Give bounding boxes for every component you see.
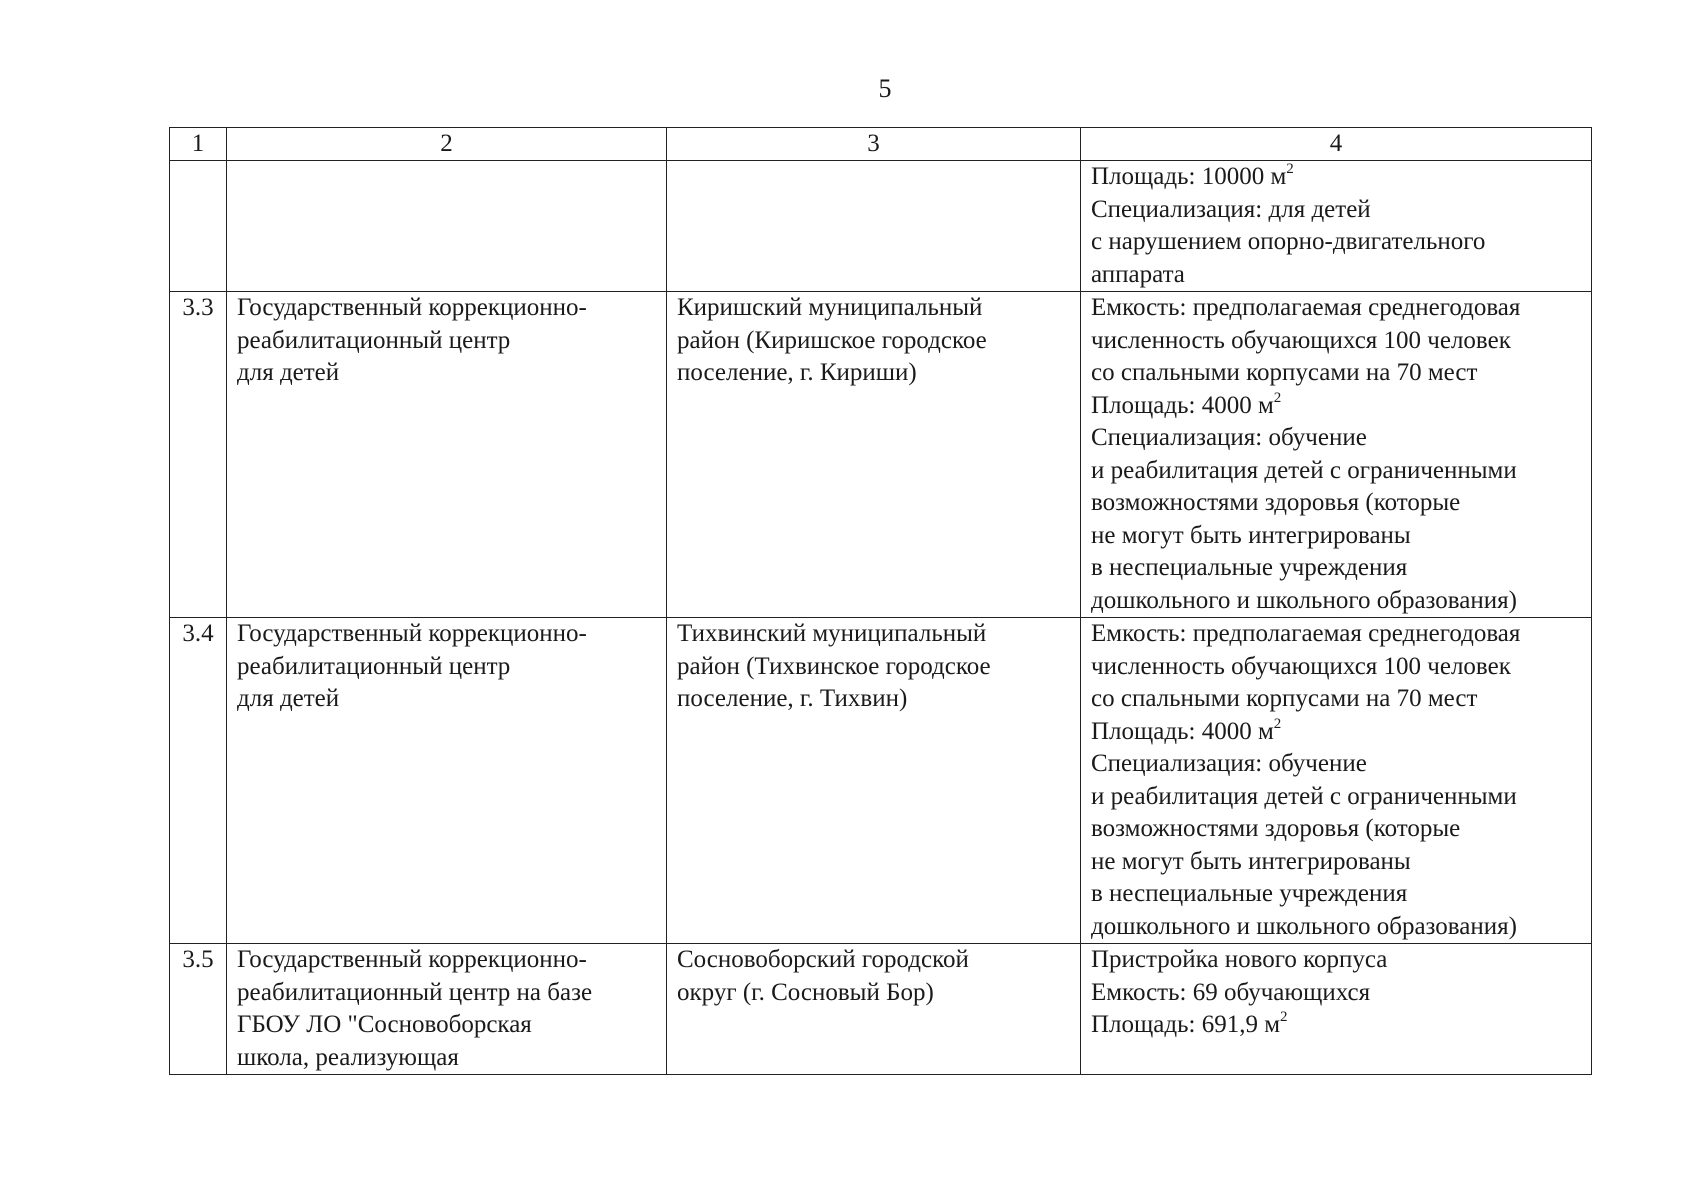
detail-text: возможностями здоровья (которые (1091, 815, 1461, 842)
cell-text-line: поселение, г. Тихвин) (677, 685, 908, 712)
detail-text: Площадь: 4000 м (1091, 717, 1274, 745)
detail-text: дошкольного и школьного образования) (1091, 912, 1517, 940)
cell-text-line (1091, 683, 1585, 716)
cell-text-line (1091, 846, 1585, 879)
detail-text: Емкость: предполагаемая среднегодовая (1091, 294, 1521, 321)
detail-text: численность обучающихся 100 человек (1091, 326, 1511, 354)
cell-text-line: Государственный коррекционно- (237, 294, 587, 321)
detail-text: Специализация: обучение (1091, 424, 1367, 451)
cell-text-line: Государственный коррекционно- (237, 620, 587, 647)
details-cell (1081, 618, 1592, 944)
detail-text: Емкость: предполагаемая среднегодовая (1091, 620, 1521, 647)
cell-text-line (1091, 944, 1585, 977)
detail-text: аппарата (1091, 260, 1185, 288)
cell-text-line (1091, 813, 1585, 846)
row-number-cell: 3.3 (170, 292, 227, 618)
superscript: 2 (1280, 1009, 1288, 1025)
detail-text: в неспециальные учреждения (1091, 554, 1408, 581)
detail-text: и реабилитация детей с ограниченными (1091, 456, 1517, 484)
row-number-cell (170, 161, 227, 292)
detail-text: со спальными корпусами на 70 мест (1091, 685, 1478, 712)
cell-text-line: реабилитационный центр (237, 326, 511, 354)
location-cell (667, 292, 1081, 618)
detail-text: Площадь: 10000 м (1091, 163, 1287, 190)
detail-text: со спальными корпусами на 70 мест (1091, 359, 1478, 386)
cell-text-line (1091, 618, 1585, 651)
cell-text-line (1091, 487, 1585, 520)
cell-text-line: Сосновоборский городской (677, 946, 969, 973)
cell-text-line (1091, 259, 1585, 292)
cell-text-line: округ (г. Сосновый Бор) (677, 978, 934, 1006)
detail-text: Площадь: 691,9 м (1091, 1011, 1281, 1038)
cell-text-line: реабилитационный центр (237, 652, 511, 680)
column-header-2: 2 (227, 128, 667, 161)
row-number-cell: 3.5 (170, 944, 227, 1075)
cell-text-line: Киришский муниципальный (677, 294, 983, 321)
superscript: 2 (1273, 715, 1282, 732)
cell-text-line (1091, 194, 1585, 227)
superscript: 2 (1273, 389, 1282, 406)
detail-text: с нарушением опорно-двигательного (1091, 228, 1486, 255)
cell-text-line: школа, реализующая (237, 1043, 459, 1071)
table-row (170, 944, 1592, 1075)
cell-text-line (1091, 292, 1585, 325)
cell-text-line: район (Киришское городское (677, 326, 987, 354)
column-header-1: 1 (170, 128, 227, 161)
cell-text-line (1091, 325, 1585, 358)
column-header-4: 4 (1081, 128, 1592, 161)
cell-text-line (1091, 520, 1585, 553)
cell-text-line: ГБОУ ЛО "Сосновоборская (237, 1011, 532, 1038)
location-cell (667, 618, 1081, 944)
superscript: 2 (1286, 161, 1294, 177)
cell-text-line: Тихвинский муниципальный (677, 620, 987, 647)
document-table (169, 127, 1592, 1075)
cell-text-line (1091, 977, 1585, 1010)
details-cell (1081, 944, 1592, 1075)
institution-name-cell (227, 944, 667, 1075)
cell-text-line (1091, 390, 1585, 423)
page-number: 5 (878, 74, 892, 103)
cell-text-line: район (Тихвинское городское (677, 652, 991, 680)
institution-name-cell (227, 161, 667, 292)
cell-text-line: Государственный коррекционно- (237, 946, 587, 973)
detail-text: Специализация: обучение (1091, 750, 1367, 777)
details-cell (1081, 292, 1592, 618)
cell-text-line (1091, 911, 1585, 944)
detail-text: не могут быть интегрированы (1091, 847, 1411, 875)
detail-text: Пристройка нового корпуса (1091, 946, 1388, 973)
cell-text-line (1091, 552, 1585, 585)
cell-text-line (1091, 455, 1585, 488)
cell-text-line (1091, 226, 1585, 259)
row-number-cell: 3.4 (170, 618, 227, 944)
cell-text-line (1091, 748, 1585, 781)
detail-text: и реабилитация детей с ограниченными (1091, 782, 1517, 810)
detail-text: не могут быть интегрированы (1091, 521, 1411, 549)
cell-text-line: для детей (237, 359, 340, 386)
detail-text: Площадь: 4000 м (1091, 391, 1274, 419)
cell-text-line (1091, 716, 1585, 749)
table-row (170, 161, 1592, 292)
institution-name-cell (227, 618, 667, 944)
detail-text: численность обучающихся 100 человек (1091, 652, 1511, 680)
detail-text: возможностями здоровья (которые (1091, 489, 1461, 516)
cell-text-line (1091, 1009, 1585, 1042)
cell-text-line: поселение, г. Кириши) (677, 359, 917, 386)
cell-text-line: для детей (237, 685, 340, 712)
institution-name-cell (227, 292, 667, 618)
table-header-row (170, 128, 1592, 161)
cell-text-line (1091, 585, 1585, 618)
detail-text: дошкольного и школьного образования) (1091, 586, 1517, 614)
cell-text-line (1091, 781, 1585, 814)
cell-text-line (1091, 357, 1585, 390)
cell-text-line (1091, 878, 1585, 911)
detail-text: в неспециальные учреждения (1091, 880, 1408, 907)
detail-text: Специализация: для детей (1091, 195, 1371, 223)
detail-text: Емкость: 69 обучающихся (1091, 978, 1371, 1006)
details-cell (1081, 161, 1592, 292)
location-cell (667, 161, 1081, 292)
cell-text-line (1091, 161, 1585, 194)
location-cell (667, 944, 1081, 1075)
column-header-3: 3 (667, 128, 1081, 161)
cell-text-line: реабилитационный центр на базе (237, 978, 593, 1006)
table-row (170, 292, 1592, 618)
cell-text-line (1091, 422, 1585, 455)
cell-text-line (1091, 651, 1585, 684)
table-row (170, 618, 1592, 944)
